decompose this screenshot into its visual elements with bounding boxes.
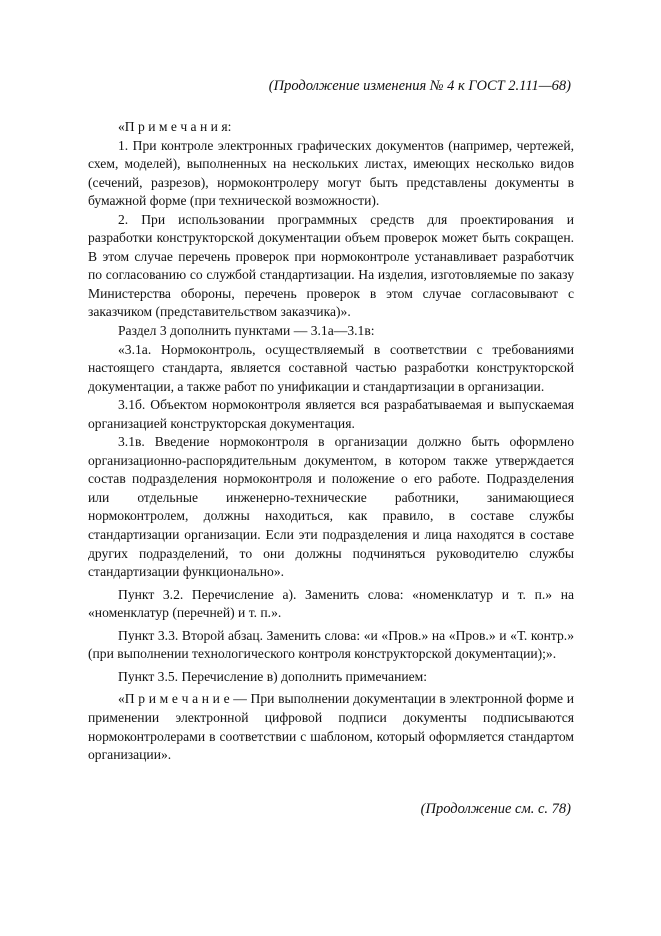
document-body	[88, 118, 574, 765]
clause-3-2-amendment: Пункт 3.2. Перечисление а). Заменить слова: «номенклатур и т. п.» на «номенклатур (перечней) и т. п.».	[88, 586, 574, 621]
continuation-header: (Продолжение изменения № 4 к ГОСТ 2.111—68)	[268, 78, 571, 94]
clause-3-1a: «3.1а. Нормоконтроль, осуществляемый в соответствии с требованиями настоящего стандарта, является составной частью разработки конструкторской документации, а также работ по унификации и стандартизации в организации.	[88, 341, 574, 394]
clause-3-1b: 3.1б. Объектом нормоконтроля является вся разрабатываемая и выпускаемая организацией конструкторская документация.	[88, 397, 574, 431]
continuation-footer: (Продолжение см. с. 78)	[420, 801, 571, 817]
notes-heading: «П р и м е ч а н и я:	[118, 119, 232, 134]
clause-3-3-amendment: Пункт 3.3. Второй абзац. Заменить слова: «и «Пров.» на «Пров.» и «Т. контр.» (при выполнении технологического контроля конструкторской документации);».	[88, 627, 574, 662]
clause-3-5-note: «П р и м е ч а н и е — При выполнении документации в электронной форме и применении электронной цифровой подписи документы подписываются нормоконтролерами в соответствии с шаблоном, который оформляется стандартом организации».	[88, 691, 574, 763]
clause-3-5-amendment: Пункт 3.5. Перечисление в) дополнить примечанием:	[118, 668, 428, 684]
note-2: 2. При использовании программных средств для проектирования и разработки конструкторской документации объем проверок может быть сокращен. В этом случае перечень проверок при нормоконтроле устанавливает разработчик по согласованию со службой стандартизации. На изделия, изготовляемые по заказу Министерства обороны, перечень проверок в этом случае согласовывают с заказчиком (представительством заказчика)».	[88, 211, 574, 320]
clause-3-1v: 3.1в. Введение нормоконтроля в организации должно быть оформлено организационно-распорядительным документом, в котором также утверждается состав подразделения нормоконтроля и положение о его работе. Подразделения или отдельные инженерно-технические работники, занимающиеся нормоконтролем, должны находиться, как правило, в составе службы стандартизации организации. Если эти подразделения и лица находятся в составе других подразделений, то они должны подчиняться руководителю службы стандартизации функционально».	[88, 434, 574, 580]
section-3-amendment: Раздел 3 дополнить пунктами — 3.1а—3.1в:	[118, 323, 375, 339]
note-1: 1. При контроле электронных графических документов (например, чертежей, схем, моделей), выполненных на нескольких листах, имеющих несколько видов (сечений, разрезов), нормоконтролеру могут быть представлены документы в бумажной форме (при технической возможности).	[88, 137, 574, 209]
